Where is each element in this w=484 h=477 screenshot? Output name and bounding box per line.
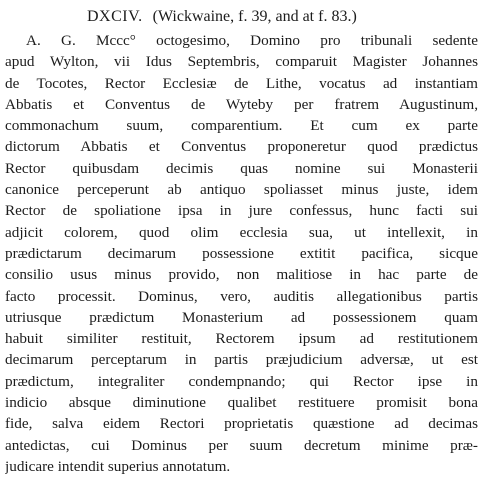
text-line: de Tocotes, Rector Ecclesiæ de Lithe, vocatus ad instantiam	[5, 74, 478, 92]
text-line: adjicit colorem, quod olim ecclesia sua, ut intellexit, in	[5, 223, 478, 241]
text-line: utriusque prædictum Monasterium ad possessionem quam	[5, 308, 478, 326]
text-line: fide, salva eidem Rectori proprietatis quæstione ad decimas	[5, 415, 478, 433]
text-line: facto processit. Dominus, vero, auditis allegationibus partis	[5, 287, 478, 305]
text-line: Rector de spoliatione ipsa in jure confessus, hunc facti sui	[5, 202, 478, 220]
document-body	[5, 30, 478, 477]
text-line: prædictum, integraliter condempnando; qui Rector ipse in	[5, 372, 478, 390]
text-line: habuit similiter restituit, Rectorem ipsum ad restitutionem	[5, 330, 478, 348]
text-line: dictorum Abbatis et Conventus proponeretur quod prædictus	[5, 138, 478, 156]
document-source: (Wickwaine, f. 39, and at f. 83.)	[152, 8, 357, 25]
document-heading	[5, 6, 478, 28]
text-line: canonice perceperunt ab antiquo spoliasset minus juste, idem	[5, 181, 478, 199]
text-line: antedictas, cui Dominus per suum decretum minime præ-	[5, 436, 478, 454]
text-line: prædictarum decimarum possessione extitit pacifica, sicque	[5, 244, 478, 262]
text-line: commonachum suum, comparentium. Et cum ex parte	[5, 117, 478, 135]
text-line: Rector quibusdam decimis quas nomine sui Monasterii	[5, 159, 478, 177]
text-line: decimarum perceptarum in partis præjudicium adversæ, ut est	[5, 351, 478, 369]
text-line: Abbatis et Conventus de Wyteby per fratrem Augustinum,	[5, 95, 478, 113]
text-line: A. G. Mccc° octogesimo, Domino pro tribunali sedente	[26, 32, 478, 49]
text-line: indicio absque diminutione qualibet restituere promisit bona	[5, 394, 478, 412]
text-line: consilio usus minus provido, non malitiose in hac parte de	[5, 266, 478, 284]
text-line: apud Wylton, vii Idus Septembris, comparuit Magister Johannes	[5, 53, 478, 71]
document-number: DXCIV.	[87, 8, 143, 25]
text-line: judicare intendit superius annotatum.	[5, 457, 231, 475]
